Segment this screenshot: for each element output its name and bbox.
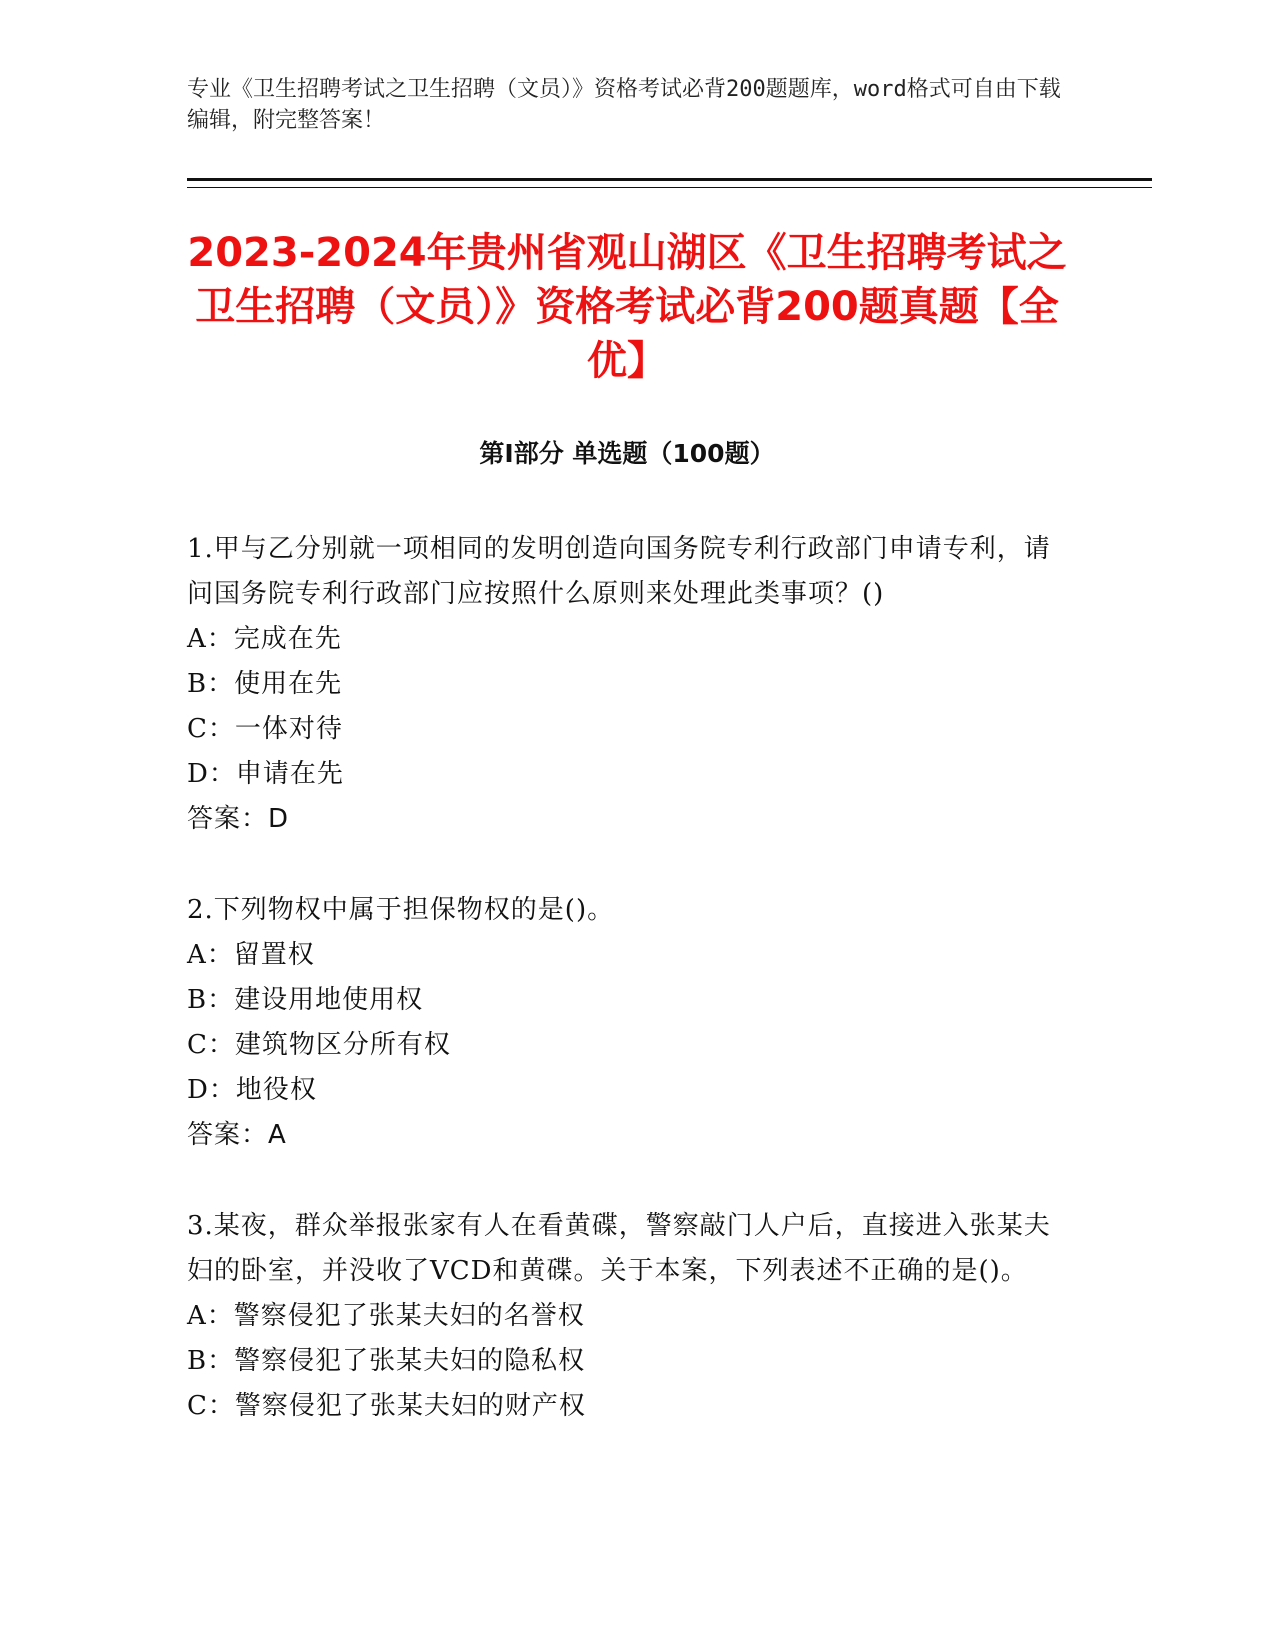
option-d: D：地役权 [187,1075,317,1105]
question-2 [187,888,1067,1158]
option-c: C：一体对待 [187,714,343,744]
part-heading: 第I部分 单选题（100题） [479,439,775,468]
option-b: B：警察侵犯了张某夫妇的隐私权 [187,1346,586,1376]
question-stem: 3.某夜，群众举报张家有人在看黄碟，警察敲门人户后，直接进入张某夫妇的卧室，并没收了VCD和黄碟。关于本案，下列表述不正确的是()。 [187,1211,1051,1286]
option-d: D：申请在先 [187,759,344,789]
question-1 [187,527,1067,842]
header-divider [187,178,1152,188]
question-list [187,527,1067,1475]
option-a: A：警察侵犯了张某夫妇的名誉权 [187,1301,585,1331]
option-b: B：使用在先 [187,669,343,699]
question-stem: 1.甲与乙分别就一项相同的发明创造向国务院专利行政部门申请专利，请问国务院专利行政部门应按照什么原则来处理此类事项？() [187,534,1051,609]
option-b: B：建设用地使用权 [187,985,424,1015]
option-a: A：完成在先 [187,624,342,654]
question-3 [187,1204,1067,1429]
option-c: C：建筑物区分所有权 [187,1030,451,1060]
document-title: 2023-2024年贵州省观山湖区《卫生招聘考试之卫生招聘（文员）》资格考试必背200题真题【全优】 [187,230,1067,384]
option-c: C：警察侵犯了张某夫妇的财产权 [187,1391,586,1421]
option-a: A：留置权 [187,940,315,970]
answer: 答案：D [187,804,290,834]
answer: 答案：A [187,1120,287,1150]
question-stem: 2.下列物权中属于担保物权的是()。 [187,895,615,925]
header-note: 专业《卫生招聘考试之卫生招聘（文员）》资格考试必背200题题库，word格式可自由下载编辑，附完整答案！ [187,77,1061,133]
